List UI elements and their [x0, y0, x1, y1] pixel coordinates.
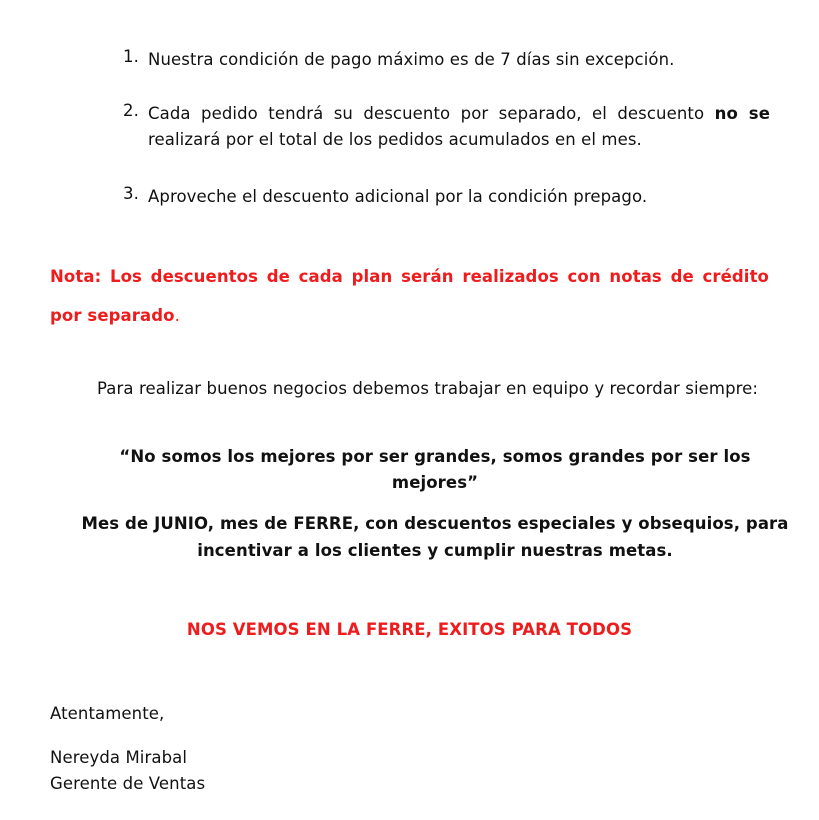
body-paragraph: Para realizar buenos negocios debemos trabajar en equipo y recordar siempre: [97, 379, 759, 398]
list-number: 2. [123, 101, 139, 120]
list-text-part: Cada pedido tendrá su descuento por separado, el descuento [148, 104, 715, 123]
list-number: 3. [123, 184, 139, 203]
salutation: Atentamente, [50, 704, 165, 723]
nota-note [50, 257, 769, 335]
list-text [148, 101, 770, 153]
list-text-bold: no se [714, 104, 770, 123]
quote: “No somos los mejores por ser grandes, somos grandes por ser los mejores” [119, 447, 751, 492]
signer-title: Gerente de Ventas [50, 774, 206, 793]
closing-line: NOS VEMOS EN LA FERRE, EXITOS PARA TODOS [186, 620, 633, 639]
nota-period: . [174, 306, 180, 325]
signer-name: Nereyda Mirabal [50, 748, 188, 767]
nota-text: Nota: Los descuentos de cada plan serán realizados con notas de crédito por separado [50, 267, 769, 325]
month-message: Mes de JUNIO, mes de FERRE, con descuentos especiales y obsequios, para incentivar a los clientes y cumplir nuestras metas. [81, 514, 789, 560]
list-number: 1. [123, 47, 139, 66]
list-text: Nuestra condición de pago máximo es de 7 días sin excepción. [148, 50, 675, 69]
list-text-part: realizará por el total de los pedidos acumulados en el mes. [148, 130, 642, 149]
list-text: Aproveche el descuento adicional por la condición prepago. [148, 187, 648, 206]
